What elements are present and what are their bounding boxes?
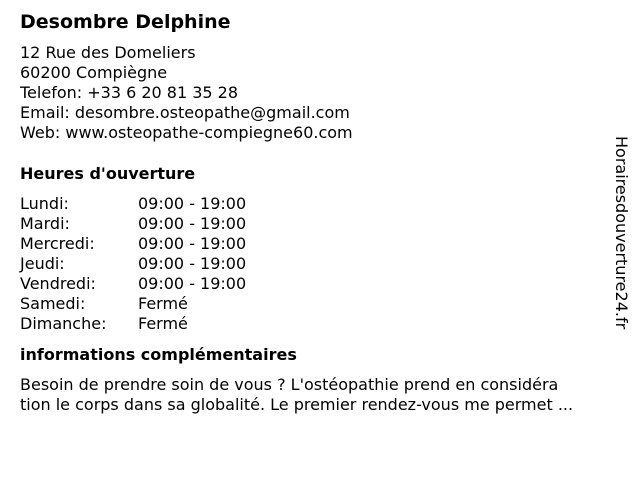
day-label: Samedi: bbox=[20, 294, 86, 313]
business-name: Desombre Delphine bbox=[20, 11, 231, 33]
hours-row-monday bbox=[20, 194, 620, 214]
hours-row-thursday bbox=[20, 254, 620, 274]
hours-row-friday bbox=[20, 274, 620, 294]
time-range: Fermé bbox=[138, 294, 188, 313]
additional-info-title: informations complémentaires bbox=[20, 345, 297, 364]
email-address: Email: desombre.osteopathe@gmail.com bbox=[20, 103, 350, 122]
hours-row-tuesday bbox=[20, 214, 620, 234]
address-street: 12 Rue des Domeliers bbox=[20, 43, 196, 62]
hours-row-wednesday bbox=[20, 234, 620, 254]
hours-row-saturday bbox=[20, 294, 620, 314]
time-range: 09:00 - 19:00 bbox=[138, 254, 247, 273]
opening-hours-table bbox=[20, 194, 620, 334]
address-city: 60200 Compiègne bbox=[20, 63, 168, 82]
time-range: 09:00 - 19:00 bbox=[138, 274, 247, 293]
time-range: 09:00 - 19:00 bbox=[138, 194, 247, 213]
time-range: Fermé bbox=[138, 314, 188, 333]
day-label: Jeudi: bbox=[20, 254, 65, 273]
site-watermark: Horairesdouverture24.fr bbox=[612, 136, 631, 330]
website-address: Web: www.osteopathe-compiegne60.com bbox=[20, 123, 353, 142]
day-label: Vendredi: bbox=[20, 274, 96, 293]
time-range: 09:00 - 19:00 bbox=[138, 234, 247, 253]
hours-row-sunday bbox=[20, 314, 620, 334]
day-label: Lundi: bbox=[20, 194, 69, 213]
day-label: Dimanche: bbox=[20, 314, 107, 333]
time-range: 09:00 - 19:00 bbox=[138, 214, 247, 233]
day-label: Mardi: bbox=[20, 214, 70, 233]
phone-number: Telefon: +33 6 20 81 35 28 bbox=[20, 83, 239, 102]
opening-hours-title: Heures d'ouverture bbox=[20, 164, 196, 183]
day-label: Mercredi: bbox=[20, 234, 95, 253]
business-card bbox=[20, 10, 620, 415]
additional-info-text: Besoin de prendre soin de vous ? L'ostéopathie prend en considéra tion le corps dans sa globalité. Le premier rendez-vous me permet ... bbox=[20, 375, 574, 414]
